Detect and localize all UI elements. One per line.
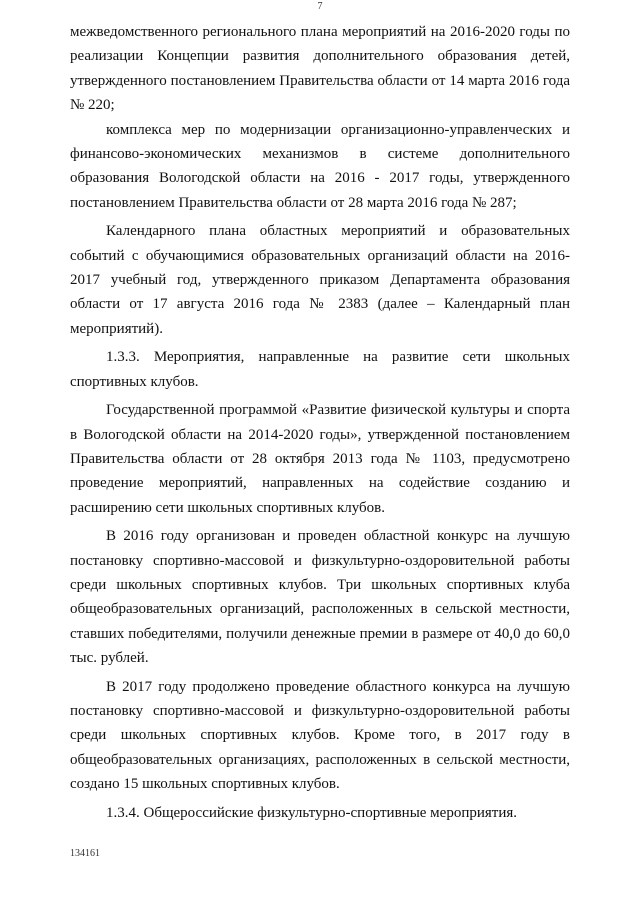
page-number: 7	[317, 1, 323, 12]
paragraph-contest-2017: В 2017 году продолжено проведение областного конкурса на лучшую постановку спортивно-массовой и физкультурно-оздоровительной работы среди школьных спортивных клубов. Кроме того, в 2017 году в общеобразовательных организациях, расположенных в сельской местности, создано 15 школьных спортивных клубов.	[70, 678, 570, 793]
document-code: 134161	[70, 848, 100, 859]
document-body	[70, 20, 570, 825]
paragraph-measures-complex: комплекса мер по модернизации организационно-управленческих и финансово-экономических механизмов в системе дополнительного образования Вологодской области на 2016 - 2017 годы, утвержденного постановлением Правительства области от 28 марта 2016 года № 287;	[70, 121, 570, 211]
paragraph-state-program: Государственной программой «Развитие физической культуры и спорта в Вологодской области на 2014-2020 годы», утвержденной постановлением Правительства области от 28 октября 2013 года № 1103, предусмотрено проведение мероприятий, направленных на содействие созданию и расширению сети школьных спортивных клубов.	[70, 402, 570, 516]
paragraph-interagency-plan: межведомственного регионального плана мероприятий на 2016-2020 годы по реализации Концепции развития дополнительного образования детей, утвержденного постановлением Правительства области от 14 марта 2016 года № 220;	[70, 24, 570, 114]
paragraph-contest-2016: В 2016 году организован и проведен областной конкурс на лучшую постановку спортивно-массовой и физкультурно-оздоровительной работы среди школьных спортивных клубов. Три школьных спортивных клуба общеобразовательных организаций, расположенных в сельской местности, ставших победителями, получили денежные премии в размере от 40,0 до 60,0 тыс. рублей.	[70, 528, 570, 667]
paragraph-calendar-plan: Календарного плана областных мероприятий и образовательных событий с обучающимися образовательных организаций области на 2016-2017 учебный год, утвержденного приказом Департамента образования области от 17 августа 2016 года № 2383 (далее – Календарный план мероприятий).	[70, 223, 570, 337]
paragraph-section-1-3-3: 1.3.3. Мероприятия, направленные на развитие сети школьных спортивных клубов.	[70, 349, 570, 390]
paragraph-section-1-3-4: 1.3.4. Общероссийские физкультурно-спортивные мероприятия.	[106, 804, 518, 821]
